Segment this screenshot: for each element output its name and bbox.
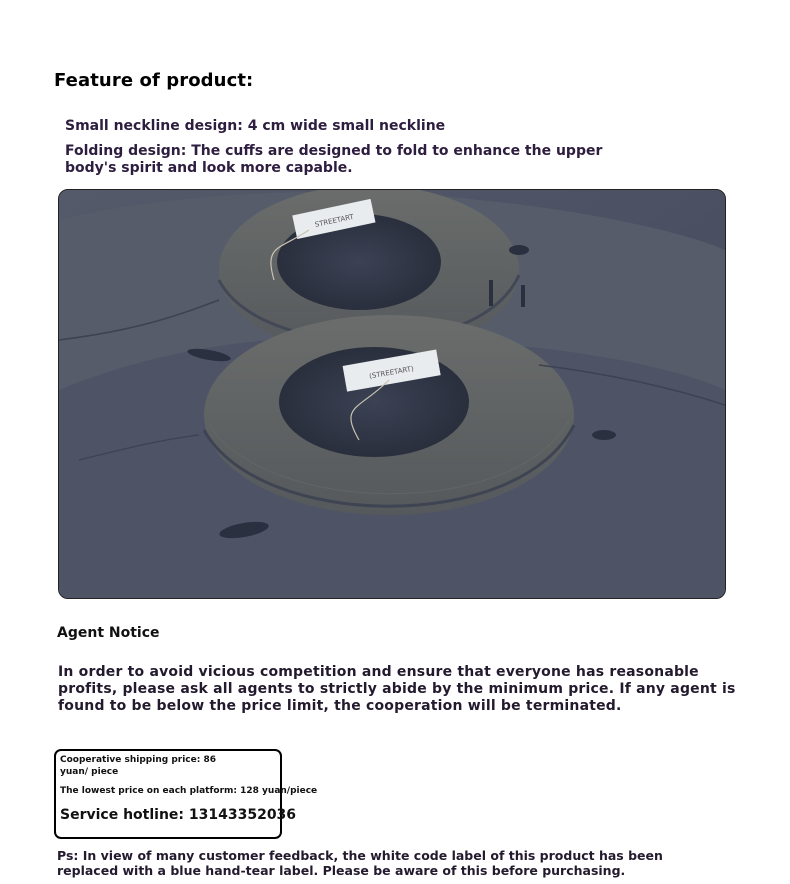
lowest-price-text: The lowest price on each platform: 128 yuan/piece	[60, 786, 318, 796]
agent-notice-body: In order to avoid vicious competition and ensure that everyone has reasonable profits, please ask all agents to strictly abide by the minimum price. If any agent is found to be below the price limit, the cooperation will be terminated.	[58, 664, 736, 714]
front-collar	[204, 315, 574, 515]
feature-title: Feature of product:	[54, 70, 254, 91]
svg-text:(STREETART): (STREETART)	[368, 364, 415, 381]
agent-notice-title: Agent Notice	[57, 625, 160, 641]
product-photo	[58, 189, 726, 599]
svg-text:STREETART: STREETART	[314, 212, 355, 229]
service-hotline: Service hotline: 13143352036	[60, 807, 297, 823]
folding-feature-text: Folding design: The cuffs are designed to fold to enhance the upper body's spirit and look more capable.	[65, 143, 603, 176]
neckline-feature-text: Small neckline design: 4 cm wide small neckline	[65, 118, 446, 134]
cooperative-price-text: Cooperative shipping price: 86 yuan/ piece	[60, 755, 216, 777]
ps-note: Ps: In view of many customer feedback, the white code label of this product has been replaced with a blue hand-tear label. Please be aware of this before purchasing.	[57, 848, 663, 878]
